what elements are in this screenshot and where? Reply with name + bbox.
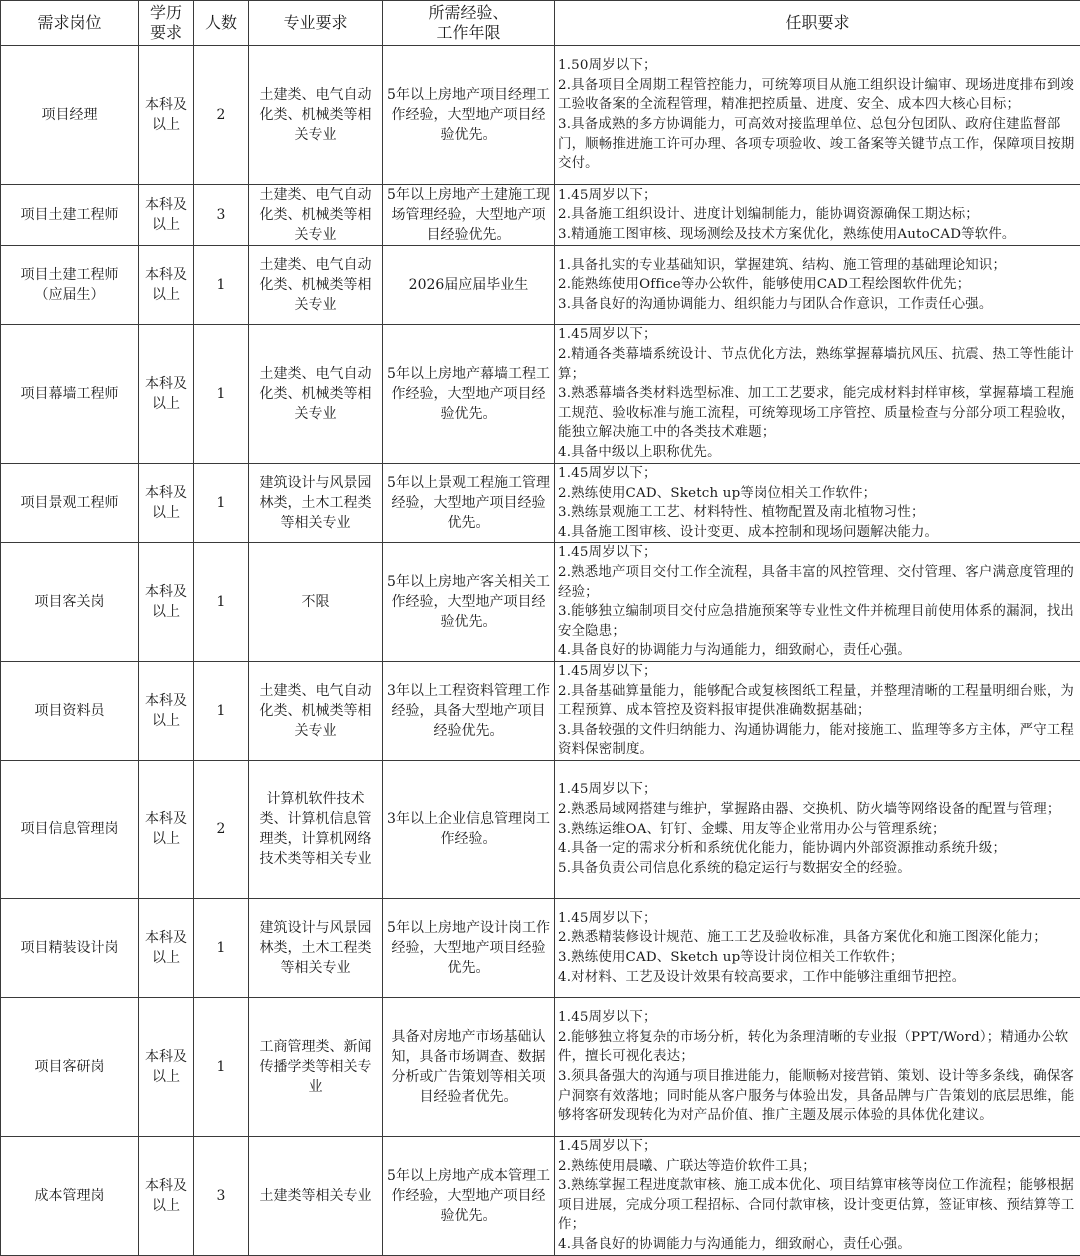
table-row xyxy=(1,543,1080,662)
experience-cell: 具备对房地产市场基础认知，具备市场调查、数据分析或广告策划等相关项目经验者优先。 xyxy=(383,997,555,1136)
position-cell: 成本管理岗 xyxy=(1,1136,139,1255)
education-cell: 本科及 以上 xyxy=(139,185,194,246)
requirement-item: 4.对材料、工艺及设计效果有较高要求，工作中能够注重细节把控。 xyxy=(558,968,1078,988)
table-row xyxy=(1,760,1080,898)
position-cell: 项目精装设计岗 xyxy=(1,898,139,997)
requirement-item: 3.熟练使用CAD、Sketch up等设计岗位相关工作软件； xyxy=(558,948,1078,968)
education-cell: 本科及 以上 xyxy=(139,325,194,464)
requirement-item: 1.45周岁以下； xyxy=(558,325,1078,345)
header-education: 学历 要求 xyxy=(139,1,194,46)
requirement-item: 3.熟悉幕墙各类材料选型标准、加工工艺要求，能完成材料封样审核，掌握幕墙工程施工规范、验收标准与施工流程，可统筹现场工序管控、质量检查与分部分项工程验收，能独立解决施工中的各类技术难题； xyxy=(558,384,1078,443)
position-cell: 项目土建工程师 xyxy=(1,185,139,246)
table-row xyxy=(1,1136,1080,1255)
count-cell: 1 xyxy=(194,661,249,760)
requirements-cell xyxy=(555,325,1080,464)
table-row xyxy=(1,185,1080,246)
experience-cell: 5年以上房地产项目经理工作经验，大型地产项目经验优先。 xyxy=(383,46,555,185)
header-row xyxy=(1,1,1080,46)
count-cell: 1 xyxy=(194,997,249,1136)
requirement-item: 2.具备施工组织设计、进度计划编制能力，能协调资源确保工期达标； xyxy=(558,205,1078,225)
requirement-item: 3.熟练运维OA、钉钉、金蝶、用友等企业常用办公与管理系统； xyxy=(558,820,1078,840)
requirement-item: 1.45周岁以下； xyxy=(558,1008,1078,1028)
experience-cell: 3年以上工程资料管理工作经验，具备大型地产项目经验优先。 xyxy=(383,661,555,760)
requirement-item: 1.45周岁以下； xyxy=(558,780,1078,800)
requirements-cell xyxy=(555,46,1080,185)
requirement-item: 1.具备扎实的专业基础知识，掌握建筑、结构、施工管理的基础理论知识； xyxy=(558,256,1078,276)
position-cell: 项目信息管理岗 xyxy=(1,760,139,898)
education-cell: 本科及 以上 xyxy=(139,661,194,760)
requirements-cell xyxy=(555,997,1080,1136)
major-cell: 土建类、电气自动化类、机械类等相关专业 xyxy=(249,661,383,760)
requirement-item: 3.熟练掌握工程进度款审核、施工成本优化、项目结算审核等岗位工作流程；能够根据项目进展，完成分项工程招标、合同付款审核，设计变更估算，签证审核、预结算等工作； xyxy=(558,1176,1078,1235)
requirements-cell xyxy=(555,543,1080,662)
table-row xyxy=(1,46,1080,185)
experience-cell: 2026届应届毕业生 xyxy=(383,246,555,325)
requirement-item: 2.熟悉地产项目交付工作全流程，具备丰富的风控管理、交付管理、客户满意度管理的经验； xyxy=(558,563,1078,602)
requirement-item: 1.45周岁以下； xyxy=(558,662,1078,682)
requirement-item: 2.能够独立将复杂的市场分析，转化为条理清晰的专业报（PPT/Word）；精通办公软件，擅长可视化表达； xyxy=(558,1028,1078,1067)
education-cell: 本科及 以上 xyxy=(139,464,194,543)
education-cell: 本科及 以上 xyxy=(139,997,194,1136)
count-cell: 1 xyxy=(194,325,249,464)
requirement-item: 1.45周岁以下； xyxy=(558,1137,1078,1157)
requirement-item: 2.熟悉局域网搭建与维护，掌握路由器、交换机、防火墙等网络设备的配置与管理； xyxy=(558,800,1078,820)
education-cell: 本科及 以上 xyxy=(139,246,194,325)
experience-cell: 5年以上房地产设计岗工作经验，大型地产项目经验优先。 xyxy=(383,898,555,997)
major-cell: 土建类等相关专业 xyxy=(249,1136,383,1255)
requirements-cell xyxy=(555,661,1080,760)
requirements-cell xyxy=(555,246,1080,325)
experience-cell: 5年以上房地产幕墙工程工作经验，大型地产项目经验优先。 xyxy=(383,325,555,464)
header-position: 需求岗位 xyxy=(1,1,139,46)
requirement-item: 5.具备负责公司信息化系统的稳定运行与数据安全的经验。 xyxy=(558,859,1078,879)
requirement-item: 4.具备良好的协调能力与沟通能力，细致耐心，责任心强。 xyxy=(558,641,1078,661)
experience-cell: 5年以上房地产土建施工现场管理经验，大型地产项目经验优先。 xyxy=(383,185,555,246)
requirement-item: 3.须具备强大的沟通与项目推进能力，能顺畅对接营销、策划、设计等多条线，确保客户洞察有效落地；同时能从客户服务与体验出发，具备品牌与广告策划的底层思维，能够将客研发现转化为对产品价值、推广主题及展示体验的具体优化建议。 xyxy=(558,1067,1078,1126)
requirement-item: 2.熟练使用晨曦、广联达等造价软件工具； xyxy=(558,1157,1078,1177)
header-major: 专业要求 xyxy=(249,1,383,46)
requirement-item: 4.具备施工图审核、设计变更、成本控制和现场问题解决能力。 xyxy=(558,523,1078,543)
requirements-cell xyxy=(555,760,1080,898)
count-cell: 2 xyxy=(194,760,249,898)
count-cell: 2 xyxy=(194,46,249,185)
major-cell: 土建类、电气自动化类、机械类等相关专业 xyxy=(249,46,383,185)
education-cell: 本科及 以上 xyxy=(139,46,194,185)
table-row xyxy=(1,464,1080,543)
requirements-cell xyxy=(555,1136,1080,1255)
requirement-item: 3.具备成熟的多方协调能力，可高效对接监理单位、总包分包团队、政府住建监督部门，顺畅推进施工许可办理、各项专项验收、竣工备案等关键节点工作，保障项目按期交付。 xyxy=(558,115,1078,174)
major-cell: 土建类、电气自动化类、机械类等相关专业 xyxy=(249,325,383,464)
requirement-item: 3.具备较强的文件归纳能力、沟通协调能力，能对接施工、监理等多方主体，严守工程资料保密制度。 xyxy=(558,721,1078,760)
requirement-item: 3.具备良好的沟通协调能力、组织能力与团队合作意识，工作责任心强。 xyxy=(558,295,1078,315)
position-cell: 项目客关岗 xyxy=(1,543,139,662)
table-row xyxy=(1,661,1080,760)
table-row xyxy=(1,898,1080,997)
requirement-item: 1.45周岁以下； xyxy=(558,464,1078,484)
requirement-item: 4.具备中级以上职称优先。 xyxy=(558,443,1078,463)
major-cell: 计算机软件技术类、计算机信息管理类，计算机网络技术类等相关专业 xyxy=(249,760,383,898)
requirement-item: 4.具备一定的需求分析和系统优化能力，能协调内外部资源推动系统升级； xyxy=(558,839,1078,859)
count-cell: 1 xyxy=(194,464,249,543)
count-cell: 3 xyxy=(194,1136,249,1255)
requirement-item: 3.能够独立编制项目交付应急措施预案等专业性文件并梳理目前使用体系的漏洞，找出安全隐患； xyxy=(558,602,1078,641)
header-experience: 所需经验、 工作年限 xyxy=(383,1,555,46)
requirement-item: 1.45周岁以下； xyxy=(558,186,1078,206)
header-requirements: 任职要求 xyxy=(555,1,1080,46)
table-row xyxy=(1,246,1080,325)
education-cell: 本科及 以上 xyxy=(139,898,194,997)
count-cell: 3 xyxy=(194,185,249,246)
requirement-item: 3.熟练景观施工工艺、材料特性、植物配置及南北植物习性； xyxy=(558,503,1078,523)
experience-cell: 5年以上房地产成本管理工作经验，大型地产项目经验优先。 xyxy=(383,1136,555,1255)
requirement-item: 2.熟练使用CAD、Sketch up等岗位相关工作软件； xyxy=(558,484,1078,504)
table-row xyxy=(1,997,1080,1136)
major-cell: 不限 xyxy=(249,543,383,662)
major-cell: 建筑设计与风景园林类，土木工程类等相关专业 xyxy=(249,898,383,997)
major-cell: 建筑设计与风景园林类，土木工程类等相关专业 xyxy=(249,464,383,543)
requirement-item: 4.具备良好的协调能力与沟通能力，细致耐心，责任心强。 xyxy=(558,1235,1078,1255)
count-cell: 1 xyxy=(194,898,249,997)
position-cell: 项目土建工程师 （应届生） xyxy=(1,246,139,325)
requirement-item: 2.具备项目全周期工程管控能力，可统筹项目从施工组织设计编审、现场进度排布到竣工验收备案的全流程管理，精准把控质量、进度、安全、成本四大核心目标； xyxy=(558,76,1078,115)
requirement-item: 2.熟悉精装修设计规范、施工工艺及验收标准，具备方案优化和施工图深化能力； xyxy=(558,928,1078,948)
requirement-item: 1.45周岁以下； xyxy=(558,543,1078,563)
requirements-cell xyxy=(555,464,1080,543)
experience-cell: 3年以上企业信息管理岗工作经验。 xyxy=(383,760,555,898)
table-row xyxy=(1,325,1080,464)
position-cell: 项目经理 xyxy=(1,46,139,185)
education-cell: 本科及 以上 xyxy=(139,1136,194,1255)
requirements-cell xyxy=(555,185,1080,246)
major-cell: 工商管理类、新闻传播学类等相关专业 xyxy=(249,997,383,1136)
requirement-item: 1.50周岁以下； xyxy=(558,56,1078,76)
experience-cell: 5年以上景观工程施工管理经验，大型地产项目经验优先。 xyxy=(383,464,555,543)
position-cell: 项目景观工程师 xyxy=(1,464,139,543)
position-cell: 项目幕墙工程师 xyxy=(1,325,139,464)
education-cell: 本科及 以上 xyxy=(139,760,194,898)
header-count: 人数 xyxy=(194,1,249,46)
requirement-item: 2.具备基础算量能力，能够配合或复核图纸工程量，并整理清晰的工程量明细台账，为工程预算、成本管控及资料报审提供准确数据基础； xyxy=(558,682,1078,721)
requirement-item: 2.精通各类幕墙系统设计、节点优化方法，熟练掌握幕墙抗风压、抗震、热工等性能计算； xyxy=(558,345,1078,384)
requirement-item: 3.精通施工图审核、现场测绘及技术方案优化，熟练使用AutoCAD等软件。 xyxy=(558,225,1078,245)
position-cell: 项目资料员 xyxy=(1,661,139,760)
requirement-item: 2.能熟练使用Office等办公软件，能够使用CAD工程绘图软件优先； xyxy=(558,275,1078,295)
experience-cell: 5年以上房地产客关相关工作经验，大型地产项目经验优先。 xyxy=(383,543,555,662)
major-cell: 土建类、电气自动化类、机械类等相关专业 xyxy=(249,246,383,325)
requirements-cell xyxy=(555,898,1080,997)
count-cell: 1 xyxy=(194,543,249,662)
education-cell: 本科及 以上 xyxy=(139,543,194,662)
requirement-item: 1.45周岁以下； xyxy=(558,909,1078,929)
major-cell: 土建类、电气自动化类、机械类等相关专业 xyxy=(249,185,383,246)
position-cell: 项目客研岗 xyxy=(1,997,139,1136)
count-cell: 1 xyxy=(194,246,249,325)
